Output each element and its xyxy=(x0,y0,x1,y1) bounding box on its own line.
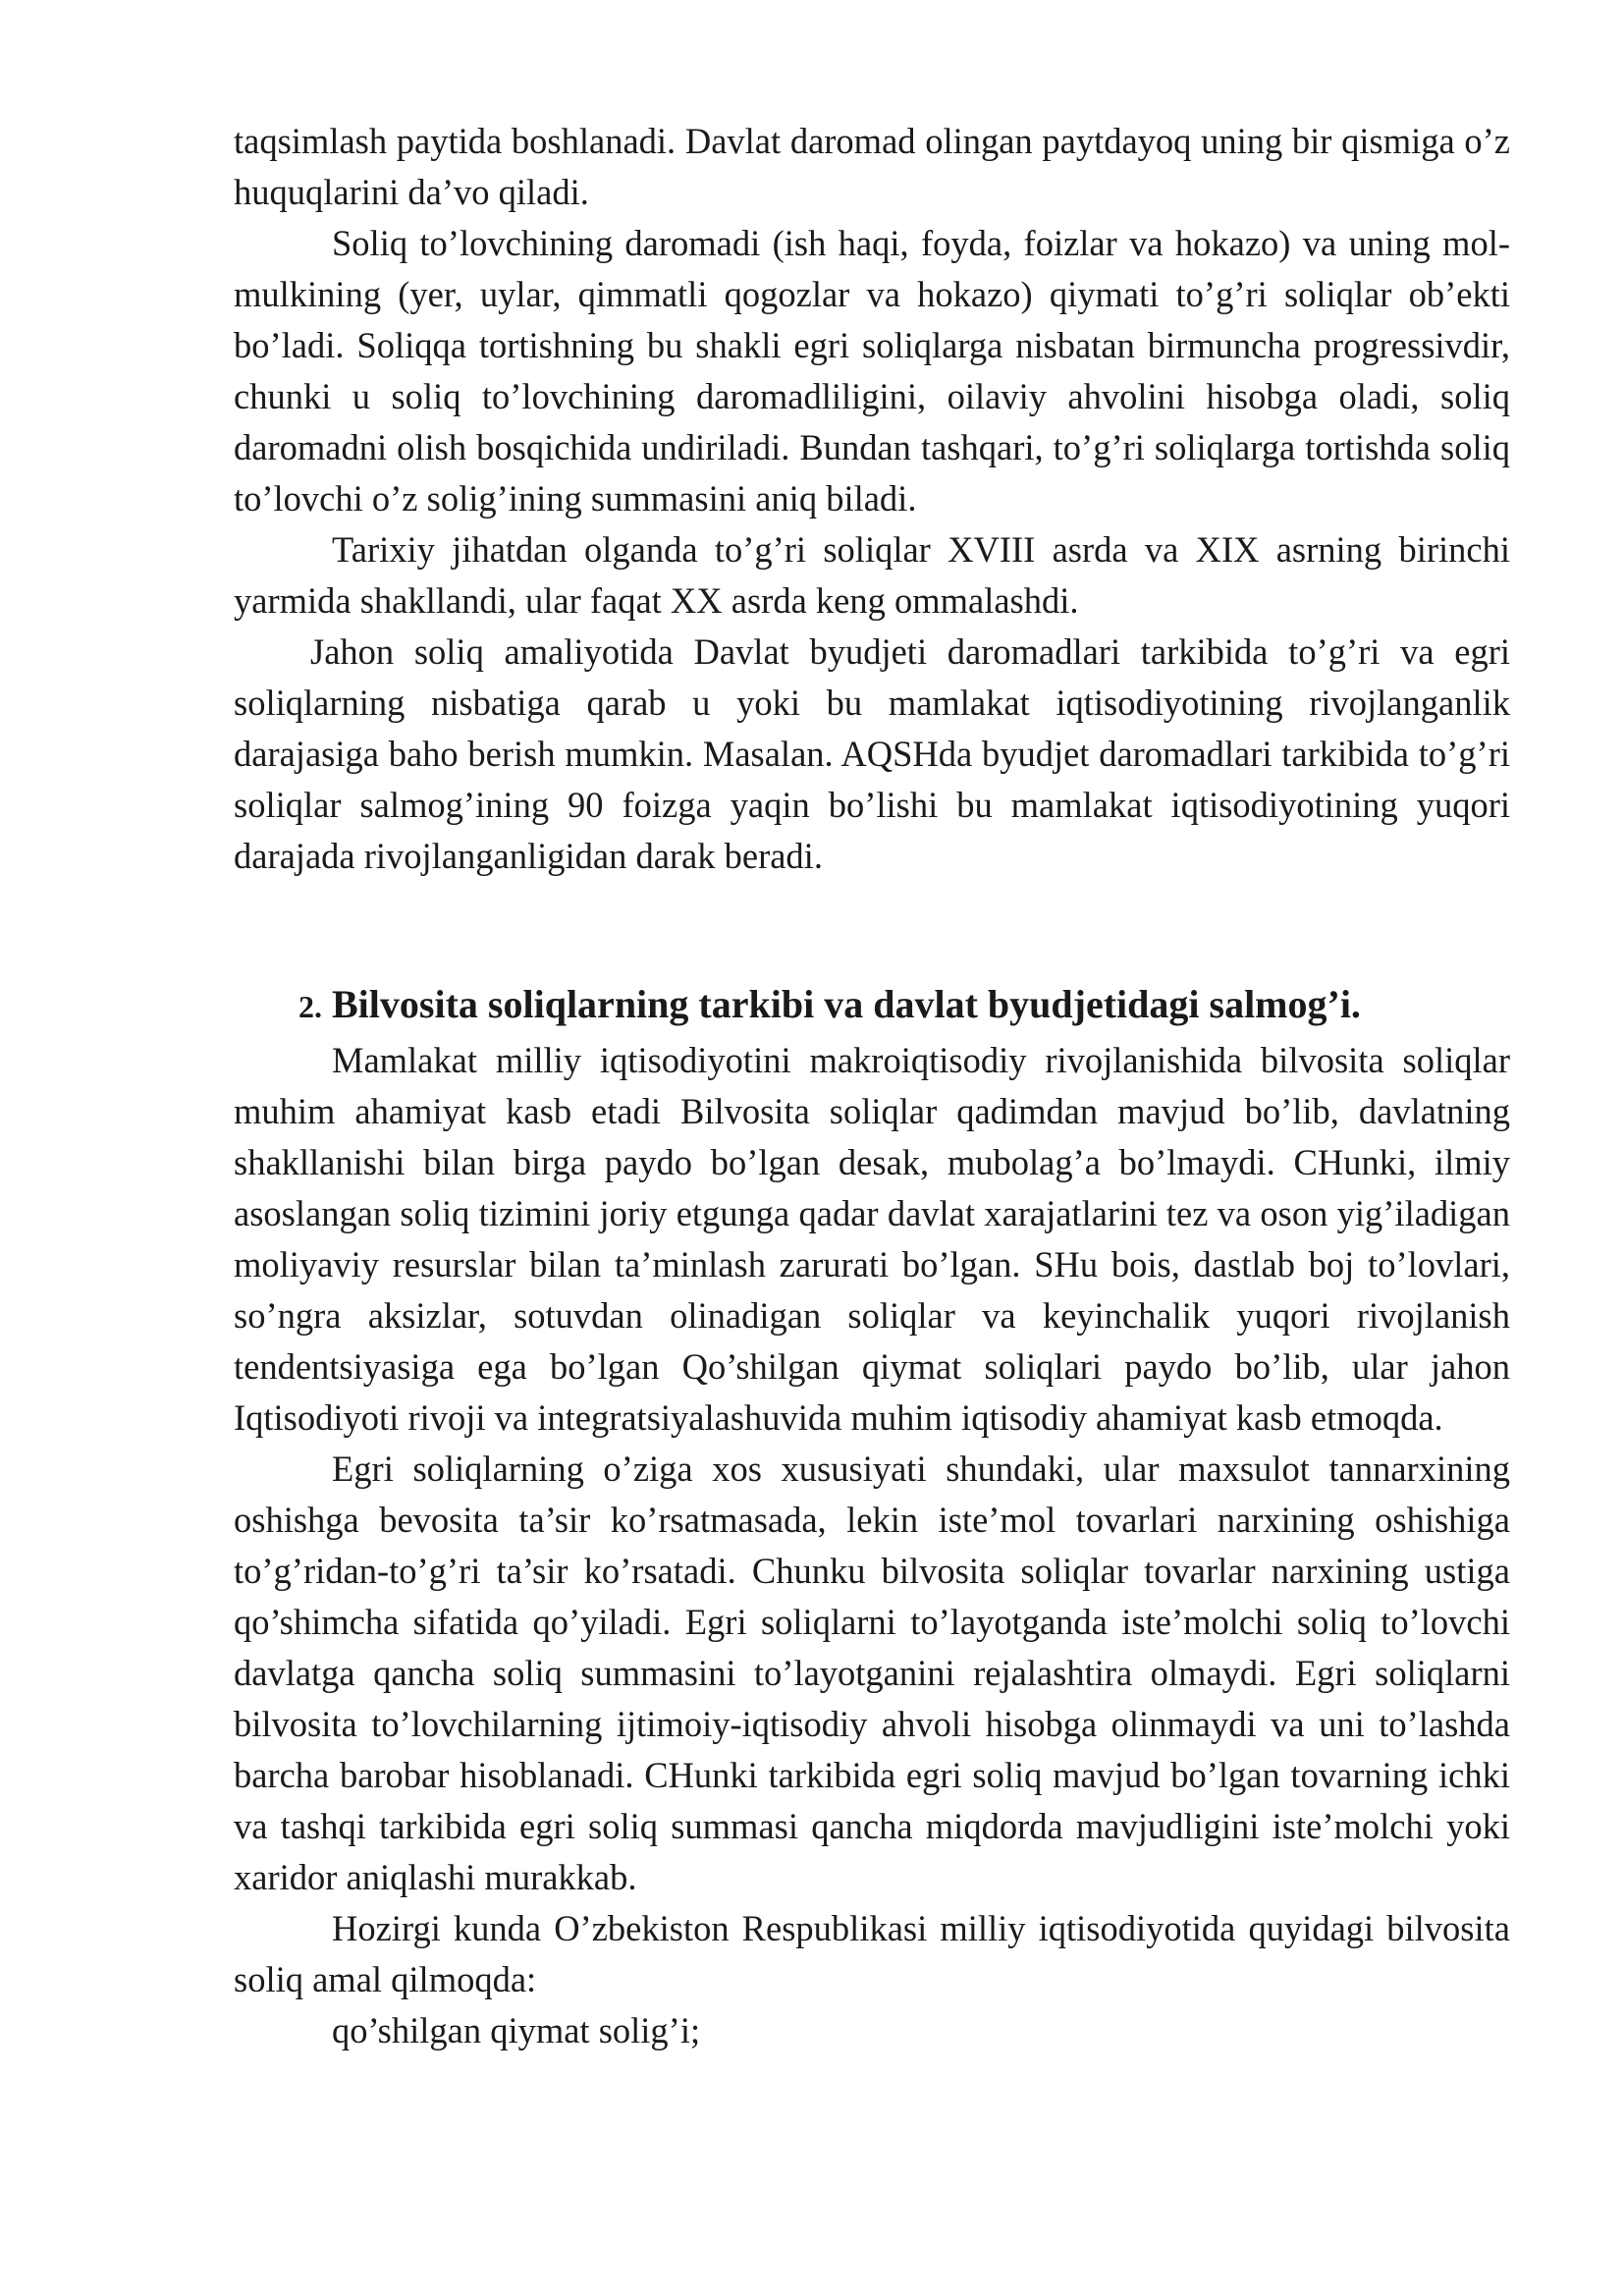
section-heading xyxy=(234,976,1510,1035)
paragraph-current-taxes: Hozirgi kunda O’zbekiston Respublikasi milliy iqtisodiyotida quyidagi bilvosita soliq amal qilmoqda: xyxy=(234,1908,1510,1999)
paragraph-history: Tarixiy jihatdan olganda to’g’ri soliqlar XVIII asrda va XIX asrning birinchi yarmida shakllandi, ular faqat XX asrda keng ommalashdi. xyxy=(234,529,1510,621)
paragraph-continuation: taqsimlash paytida boshlanadi. Davlat daromad olingan paytdayoq uning bir qismiga o’z huquqlarini da’vo qiladi. xyxy=(234,121,1510,212)
paragraph-world-practice: Jahon soliq amaliyotida Davlat byudjeti daromadlari tarkibida to’g’ri va egri soliqlarning nisbatiga qarab u yoki bu mamlakat iqtisodiyotining rivojlanganlik darajasiga baho berish mumkin. Masalan. AQSHda byudjet daromadlari tarkibida to’g’ri soliqlar salmog’ining 90 foizga yaqin bo’lishi bu mamlakat iqtisodiyotining yuqori darajada rivojlanganligidan darak beradi. xyxy=(234,631,1510,876)
list-item-vat: qo’shilgan qiymat solig’i; xyxy=(332,2010,701,2050)
section-gap xyxy=(234,882,1510,976)
section-number: 2. xyxy=(298,989,322,1024)
paragraph-indirect-taxes-intro: Mamlakat milliy iqtisodiyotini makroiqtisodiy rivojlanishida bilvosita soliqlar muhim ahamiyat kasb etadi Bilvosita soliqlar qadimdan mavjud bo’lib, davlatning shakllanishi bilan birga paydo bo’lgan desak, mubolag’a bo’lmaydi. CHunki, ilmiy asoslangan soliq tizimini joriy etgunga qadar davlat xarajatlarini tez va oson yig’iladigan moliyaviy resurslar bilan ta’minlash zarurati bo’lgan. SHu bois, dastlab boj to’lovlari, so’ngra aksizlar, sotuvdan olinadigan soliqlar va keyinchalik yuqori rivojlanish tendentsiyasiga ega bo’lgan Qo’shilgan qiymat soliqlari paydo bo’lib, ular jahon Iqtisodiyoti rivoji va integratsiyalashuvida muhim iqtisodiy ahamiyat kasb etmoqda. xyxy=(234,1040,1510,1438)
document-page xyxy=(234,116,1510,2056)
paragraph-indirect-taxes-features: Egri soliqlarning o’ziga xos xususiyati shundaki, ular maxsulot tannarxining oshishga bevosita ta’sir ko’rsatmasada, lekin iste’mol tovarlari narxining oshishiga to’g’ridan-to’g’ri ta’sir ko’rsatadi. Chunku bilvosita soliqlar tovarlar narxining ustiga qo’shimcha sifatida qo’yiladi. Egri soliqlarni to’layotganda iste’molchi soliq to’lovchi davlatga qancha soliq summasini to’layotganini rejalashtira olmaydi. Egri soliqlarni bilvosita to’lovchilarning ijtimoiy-iqtisodiy ahvoli hisobga olinmaydi va uni to’lashda barcha barobar hisoblanadi. CHunki tarkibida egri soliq mavjud bo’lgan tovarning ichki va tashqi tarkibida egri soliq summasi qancha miqdorda mavjudligini iste’molchi yoki xaridor aniqlashi murakkab. xyxy=(234,1449,1510,1897)
paragraph-direct-tax-object: Soliq to’lovchining daromadi (ish haqi, foyda, foizlar va hokazo) va uning mol-mulkining (yer, uylar, qimmatli qogozlar va hokazo) qiymati to’g’ri soliqlar ob’ekti bo’ladi. Soliqqa tortishning bu shakli egri soliqlarga nisbatan birmuncha progressivdir, chunki u soliq to’lovchining daromadliligini, oilaviy ahvolini hisobga oladi, soliq daromadni olish bosqichida undiriladi. Bundan tashqari, to’g’ri soliqlarga tortishda soliq to’lovchi o’z solig’ining summasini aniq biladi. xyxy=(234,223,1510,519)
section-title: Bilvosita soliqlarning tarkibi va davlat byudjetidagi salmog’i. xyxy=(332,982,1361,1026)
